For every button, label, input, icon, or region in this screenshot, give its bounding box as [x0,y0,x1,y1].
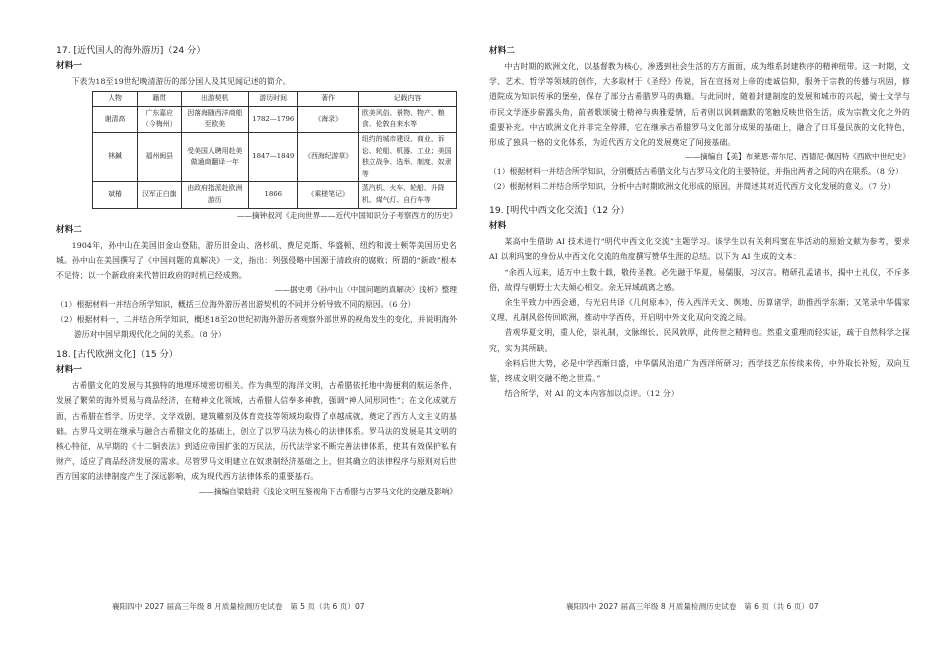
table-header: 人物 [93,92,138,107]
q17-material-1-intro: 下表为18至19世纪晚清游历的部分国人及其见闻记述的简介。 [71,77,291,86]
table-cell: 《海录》 [298,106,358,132]
table-cell: 由政府指派赴欧洲游历 [181,182,249,208]
q17-title: 17. [近代国人的海外游历]（24 分） [56,45,206,56]
table-row [93,132,457,181]
q17-material-1-source: ——摘钟叔河《走向世界——近代中国知识分子考察西方的历史》 [236,210,457,220]
q19-material-label: 材料 [489,221,507,232]
table-row [93,106,457,132]
q18-material-2-text: 中古时期的欧洲文化，以基督教为核心，渗透到社会生活的方方面面，成为维系封建秩序的精神纽带。这一时期，文学、艺术、哲学等领域的创作，大多取材于《圣经》传说，旨在宣扬对上帝的虔诚信仰，服务于宗教的传播与巩固，修道院成为知识传承的堡垒，保存了部分古希腊罗马的典籍。与此同时，随着封建制度的发展和城市的兴起，骑士文学与市民文学逐步崭露头角，前者歌颂骑士精神与典雅爱情，后者则以讽刺幽默的笔触反映世俗生活，成为宗教文化之外的重要补充。中古欧洲文化并非完全停滞，它在继承古希腊罗马文化部分成果的基础上，融合了日耳曼民族的文化特色，形成了独具一格的文化体系，为近代西方文化的发展奠定了间接基础。 [489,62,910,148]
q17-material-2-label: 材料二 [56,224,82,235]
q19-material-paragraph: 余生平致力中西会通，与光启共译《几何原本》，传入西洋天文、舆地、历算诸学，助推西学东渐；又笔录中华儒家义理、礼制风俗传回欧洲，推动中学西传，开启明中外文化双向交流之局。 [489,298,910,323]
table-cell: 蒸汽机、火车、轮船、升降机、煤气灯、自行车等 [358,182,456,208]
q19-material-paragraph: “余西人远来，适万中土数十载，敬传圣教。必先融于华夏，易儒服，习汉言。精研孔孟诸书，揭中土礼仪，不斥多俗，故得与朝野士大夫倾心相交。余无异域疏离之感。 [489,267,910,292]
traveler-table [92,91,457,208]
table-cell: 福州闽县 [138,132,182,181]
table-cell: 1847—1849 [249,132,298,181]
table-cell: 汉军正白旗 [138,182,182,208]
table-header: 出游契机 [181,92,249,107]
q18-question-2: （2）根据材料二并结合所学知识，分析中古时期欧洲文化形成的原因，并简述其对近代西方文化发展的意义。（7 分） [489,182,896,192]
q18-material-1-text: 古希腊文化的发展与其独特的地理环境密切相关。作为典型的海洋文明，古希腊依托地中海便利的航运条件，发展了繁荣的海外贸易与商品经济，在精神文化领域，古希腊人信奉多神教，强调“神人同形同性”；在文化成就方面，古希腊在哲学、历史学、文学戏剧、建筑雕刻及体育竞技等领域均取得了卓越成就，奠定了西方人文主义的基础。古罗马文明在继承与融合古希腊文化的基础上，创立了以罗马法为核心的法律体系。罗马法的发展是其文明的核心特征，从早期的《十二铜表法》到适应帝国扩张的万民法，历代法学家不断完善法律体系，使其有效保护私有财产，适应了商品经济发展的需求。尽管罗马文明建立在奴隶制经济基础之上，但其确立的法律程序与原则对后世西方国家的法律制度产生了深远影响，成为现代西方法律体系的重要基石。 [56,381,457,482]
q17-question-2: （2）根据材料一、二并结合所学知识，概述18至20世纪初海外游历者观察外部世界的视角发生的变化，并说明海外游历对中国早期现代化之间的关系。（8 分） [56,315,457,340]
q17-material-2-source: ——据史勇《孙中山〈中国问题的真解决〉浅析》整理 [274,285,457,295]
table-cell: 欧美风俗、景物、物产、粮食、伦敦自来水等 [358,106,456,132]
q18-material-1-label: 材料一 [56,365,82,376]
table-header: 记载内容 [358,92,456,107]
table-cell: 1782—1796 [249,106,298,132]
q18-title: 18. [古代欧洲文化]（15 分） [56,349,178,361]
table-cell: 《西海纪游草》 [298,132,358,181]
table-header-row [93,92,457,107]
table-cell: 受美国人聘用赴美做通商翻译一年 [181,132,249,181]
page-footer-left: 襄阳四中 2027 届高三年级 8 月质量检测历史试卷 第 5 页（共 6 页）07 [112,602,365,611]
table-cell: 林鍼 [93,132,138,181]
page-footer-right: 襄阳四中 2027 届高三年级 8 月质量检测历史试卷 第 6 页（共 6 页）07 [566,602,819,611]
q19-title: 19. [明代中西文化交流]（12 分） [489,205,630,217]
q18-material-1-source: ——摘编自梁晗莳《浅论文明互鉴视角下古希腊与古罗马文化的交融及影响》 [198,486,457,496]
q19-question: 结合所学，对 AI 的文本内容加以点评。（12 分） [504,389,679,399]
table-header: 著作 [298,92,358,107]
table-cell: 因落海随西洋商船至欧美 [181,106,249,132]
table-cell: 1866 [249,182,298,208]
table-row [93,182,457,208]
q17-question-1: （1）根据材料一并结合所学知识，概括三位海外游历者出游契机的不同并分析导致不同的原因。（6 分） [56,300,416,310]
q18-question-1: （1）根据材料一并结合所学知识，分别概括古希腊文化与古罗马文化的主要特征，并指出两者之间的内在联系。（8 分） [489,167,903,177]
table-cell: 《乘槎笔记》 [298,182,358,208]
table-cell: 谢清高 [93,106,138,132]
q17-material-2-text: 1904年，孙中山在美国旧金山登陆，游历旧金山、洛杉矶、费尼克斯、华盛顿、纽约和波士顿等美国历史名城。孙中山在美国撰写了《中国问题的真解决》一文，指出：列强侵略中国源于清政府的腐败；所谓的“新政”根本不足恃；以一个新政府来代替旧政府的时机已经成熟。 [56,240,457,280]
q19-material-paragraph: 某高中生借助 AI 技术进行“明代中西文化交流”主题学习。该学生以有关利玛窦在华活动的原始文献为参考，要求 AI 以利玛窦的身份从中西文化交流的角度撰写赞华生涯的总结。以下为 AI 生成的文本： [489,237,910,262]
q18-material-2-source: ——摘编自【美】布莱恩·蒂尔尼、西德尼·佩因特《西欧中世纪史》 [684,152,910,162]
q17-material-1-label: 材料一 [56,61,82,71]
table-cell: 纽约的城市建设、商业、诉讼、轮船、机器、工业；美国独立战争、选举、制度、奴隶等 [358,132,456,181]
table-cell: 斌椿 [93,182,138,208]
table-cell: 广东嘉应（今梅州） [138,106,182,132]
page-right [475,0,950,658]
q19-material-paragraph: 昔观华夏文明，重人伦，崇礼制，文脉绵长、民风敦厚，此传世之精粹也。然重文重理而轻实证，疏于自然科学之探究，实为其所缺。 [489,328,910,353]
table-header: 籍贯 [138,92,182,107]
q19-material-paragraph: 余料后世大势，必是中学西渐日盛，中华儒风治道广为西洋所研习；西学技艺东传续来传，中外取长补短，双向互鉴，终成文明交融不绝之世焉。” [489,358,910,384]
q18-material-2-label: 材料二 [489,46,515,56]
table-header: 游历时间 [249,92,298,107]
